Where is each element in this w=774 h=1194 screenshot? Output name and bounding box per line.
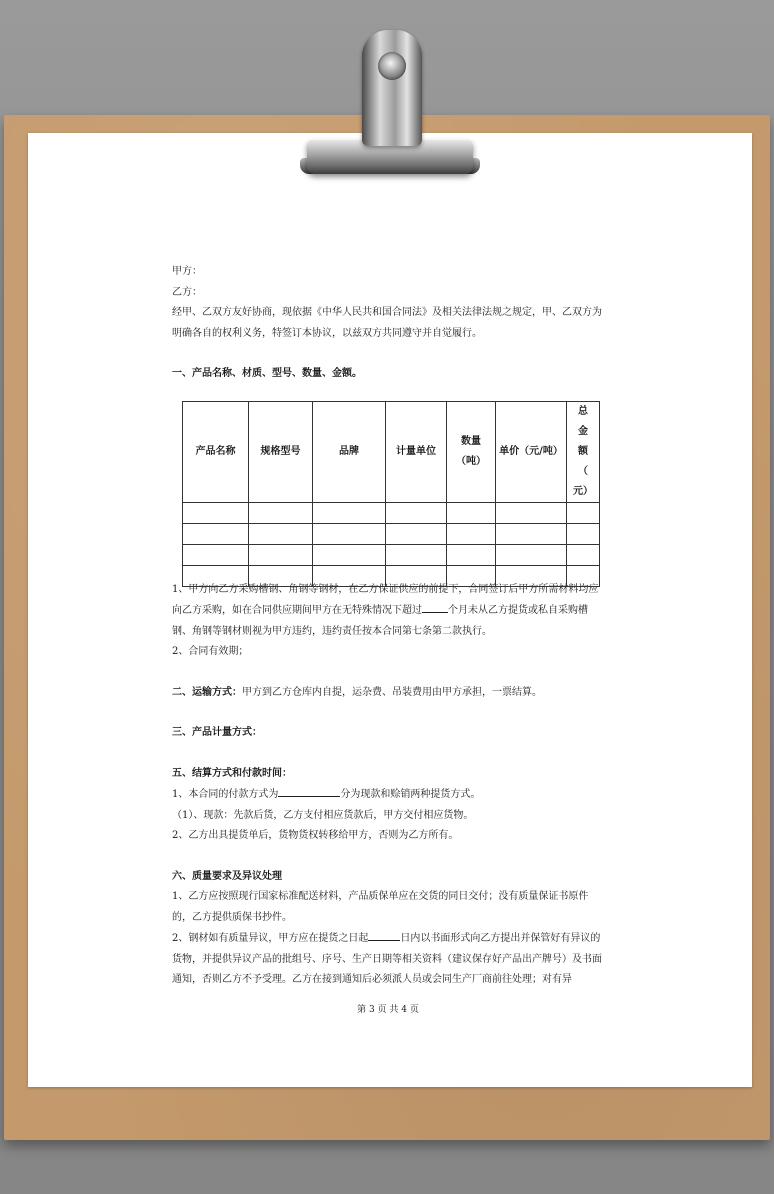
section2-title: 二、运输方式：	[172, 686, 242, 698]
table-cell	[386, 566, 447, 587]
binder-clip-icon	[362, 30, 422, 146]
section3-title: 三、产品计量方式：	[172, 727, 262, 738]
table-cell	[447, 545, 496, 566]
table-cell	[249, 503, 313, 524]
clause1-text-b: 个月未从乙方提货或私自采购槽钢、角钢等钢材则视为甲方违约，违约责任按本合同第七条第二款执行。	[172, 605, 588, 637]
table-row	[183, 524, 600, 545]
party-a-line: 甲方：	[172, 266, 202, 277]
s6-item2	[172, 928, 604, 991]
clause1-paragraph	[172, 580, 604, 643]
table-cell	[496, 503, 567, 524]
col-total-amount	[567, 402, 600, 503]
clause2-paragraph: 2、合同有效期；	[172, 646, 249, 657]
table-cell	[447, 524, 496, 545]
col-total-char-3: 额	[578, 446, 588, 457]
s5-item2: 2、乙方出具提货单后，货物货权转移给甲方，否则为乙方所有。	[172, 830, 459, 841]
section2-text: 甲方到乙方仓库内自提，运杂费、吊装费用由甲方承担，一票结算。	[242, 686, 542, 698]
product-table	[182, 401, 600, 587]
col-brand: 品牌	[313, 402, 386, 503]
s6-item2-text-b: 日内以书面形式向乙方提出并保管好有异议的货物，并提供异议产品的批组号、序号、生产日期等相关资料（建议保存好产品出产牌号）及书面通知，否则乙方不予受理。乙方在接到通知后必须派人员或会同生产厂商前往处理；对有异	[172, 933, 602, 985]
s6-item1: 1、乙方应按照现行国家标准配送材料，产品质保单应在交货的同日交付；没有质量保证书原件的，乙方提供质保书抄件。	[172, 891, 589, 923]
payment-blank	[278, 784, 340, 797]
table-cell	[386, 545, 447, 566]
table-cell	[386, 503, 447, 524]
section6-title: 六、质量要求及异议处理	[172, 870, 282, 882]
col-total-char-5: 元）	[573, 486, 593, 497]
table-row	[183, 566, 600, 587]
page-number: 第 3 页 共 4 页	[357, 1005, 419, 1015]
table-cell	[567, 566, 600, 587]
col-quantity-line1: 数量	[461, 436, 481, 447]
section5-title: 五、结算方式和付款时间：	[172, 767, 292, 779]
clip-rivet	[378, 52, 406, 80]
table-cell	[496, 524, 567, 545]
col-quantity-line2: （吨）	[456, 456, 486, 467]
table-cell	[183, 545, 249, 566]
table-header-row	[183, 402, 600, 503]
clause1-text-a: 1、甲方向乙方采购槽钢、角钢等钢材，在乙方保证供应的前提下，合同签订后甲方所需材料均应向乙方采购，如在合同供应期间甲方在无特殊情况下超过	[172, 583, 599, 616]
table-cell	[567, 524, 600, 545]
table-cell	[496, 566, 567, 587]
col-unit-price: 单价（元/吨）	[496, 402, 567, 503]
table-cell	[313, 566, 386, 587]
table-row	[183, 503, 600, 524]
col-product-name: 产品名称	[183, 402, 249, 503]
table-cell	[386, 524, 447, 545]
table-cell	[567, 503, 600, 524]
intro-paragraph: 经甲、乙双方友好协商，现依据《中华人民共和国合同法》及相关法律法规之规定，甲、乙双方为明确各自的权利义务，特签订本协议，以兹双方共同遵守并自觉履行。	[172, 307, 602, 339]
table-row	[183, 545, 600, 566]
table-cell	[447, 566, 496, 587]
table-cell	[313, 524, 386, 545]
table-cell	[183, 503, 249, 524]
table-cell	[313, 545, 386, 566]
col-total-char-2: 金	[578, 426, 588, 437]
table-cell	[249, 524, 313, 545]
table-cell	[249, 545, 313, 566]
contract-body	[172, 262, 604, 991]
table-body	[183, 503, 600, 587]
s5-item1-text-a: 1、本合同的付款方式为	[172, 789, 279, 800]
table-cell	[447, 503, 496, 524]
section1-title: 一、产品名称、材质、型号、数量、金额。	[172, 368, 362, 379]
days-blank	[368, 928, 400, 941]
section2-line	[172, 683, 604, 704]
s5-item1-sub: （1）、现款：先款后货，乙方支付相应货款后，甲方交付相应货物。	[172, 809, 474, 821]
table-cell	[249, 566, 313, 587]
table-cell	[183, 566, 249, 587]
s6-item2-text-a: 2、钢材如有质量异议，甲方应在提货之日起	[172, 933, 369, 944]
col-total-char-4: （	[578, 466, 588, 477]
months-blank	[422, 600, 448, 613]
table-cell	[183, 524, 249, 545]
col-spec-model: 规格型号	[249, 402, 313, 503]
table-cell	[496, 545, 567, 566]
s5-item1	[172, 784, 604, 806]
table-cell	[567, 545, 600, 566]
party-b-line: 乙方：	[172, 286, 202, 298]
col-total-char-1: 总	[578, 406, 588, 417]
col-unit: 计量单位	[386, 402, 447, 503]
table-cell	[313, 503, 386, 524]
col-quantity	[447, 402, 496, 503]
s5-item1-text-b: 分为现款和赊销两种提货方式。	[340, 789, 481, 800]
